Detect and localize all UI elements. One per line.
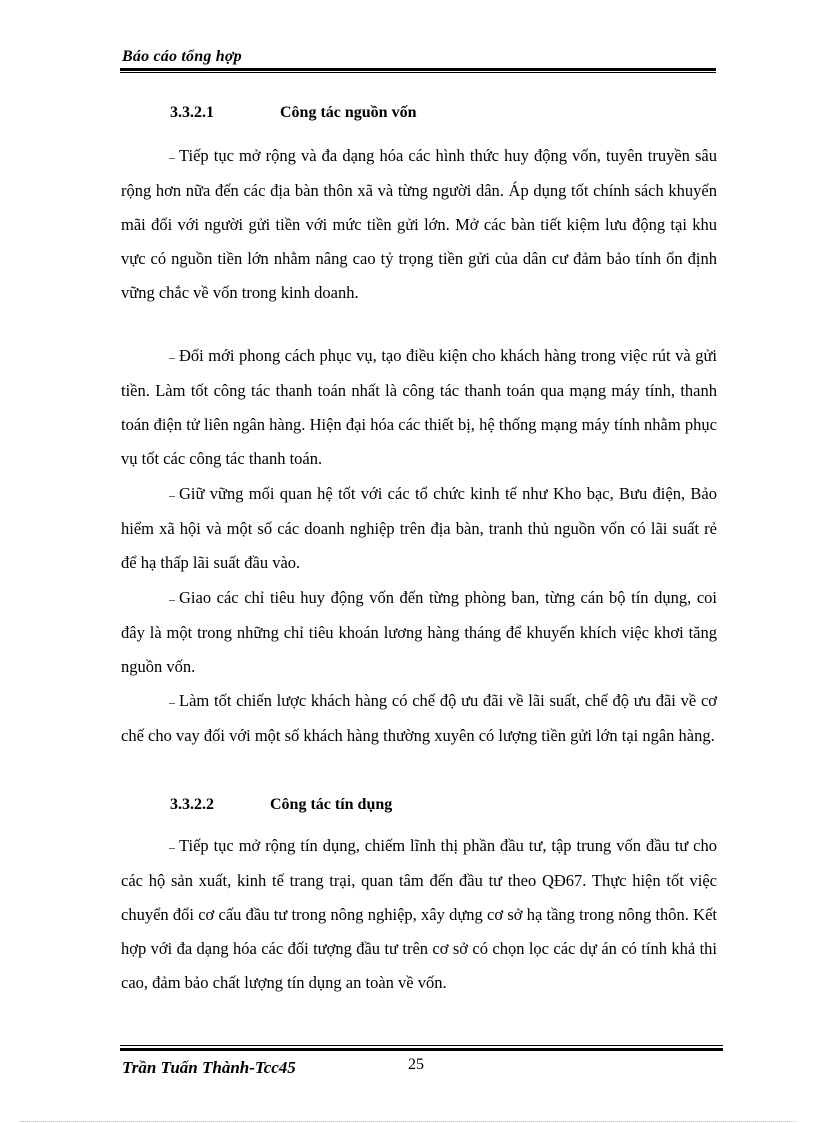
paragraph-text: Tiếp tục mở rộng tín dụng, chiếm lĩnh thị phần đầu tư, tập trung vốn đầu tư cho các hộ sản xuất, kinh tế trang trại, quan tâm đến đầu tư theo QĐ67. Thực hiện tốt việc chuyển đổi cơ cấu đầu tư trong nông nghiệp, xây dựng cơ sở hạ tầng trong nông thôn. Kết hợp với đa dạng hóa các đối tượng đầu tư trên cơ sở có chọn lọc các dự án có tính khả thi cao, đảm bảo chất lượng tín dụng an toàn về vốn.	[121, 836, 717, 992]
section-number: 3.3.2.1	[170, 104, 214, 121]
section-heading	[170, 796, 392, 814]
bullet-dash-icon: –	[169, 488, 175, 502]
paragraph	[121, 684, 717, 753]
paragraph-text: Giao các chỉ tiêu huy động vốn đến từng phòng ban, từng cán bộ tín dụng, coi đây là một trong những chỉ tiêu khoán lương hàng tháng để khuyến khích việc khơi tăng nguồn vốn.	[121, 588, 717, 676]
paragraph	[121, 139, 717, 310]
paragraph-text: Tiếp tục mở rộng và đa dạng hóa các hình thức huy động vốn, tuyên truyền sâu rộng hơn nữa đến các địa bàn thôn xã và từng người dân. Áp dụng tốt chính sách khuyến mãi đối với người gửi tiền với mức tiền gửi lớn. Mở các bàn tiết kiệm lưu động tại khu vực có nguồn tiền lớn nhằm nâng cao tỷ trọng tiền gửi của dân cư đảm bảo tính ổn định vững chắc về vốn trong kinh doanh.	[121, 146, 717, 302]
document-header-title: Báo cáo tổng hợp	[122, 48, 242, 65]
bullet-dash-icon: –	[169, 150, 175, 164]
header-rule-thick	[120, 68, 716, 71]
bullet-dash-icon: –	[169, 840, 175, 854]
page-number: 25	[408, 1056, 424, 1073]
footer-rule-thick	[120, 1048, 723, 1051]
paragraph	[121, 581, 717, 684]
bullet-dash-icon: –	[169, 695, 175, 709]
section-title: Công tác tín dụng	[270, 796, 393, 813]
paragraph-text: Làm tốt chiến lược khách hàng có chế độ ưu đãi về lãi suất, chế độ ưu đãi về cơ chế cho vay đối với một số khách hàng thường xuyên có lượng tiền gửi lớn tại ngân hàng.	[121, 691, 717, 745]
footer-author: Trần Tuấn Thành-Tcc45	[122, 1058, 296, 1077]
paragraph	[121, 339, 717, 476]
paragraph	[121, 477, 717, 580]
page-bottom-dotted-border	[20, 1121, 796, 1122]
section-title: Công tác nguồn vốn	[280, 104, 417, 121]
bullet-dash-icon: –	[169, 592, 175, 606]
bullet-dash-icon: –	[169, 350, 175, 364]
paragraph-text: Đổi mới phong cách phục vụ, tạo điều kiện cho khách hàng trong việc rút và gửi tiền. Làm tốt công tác thanh toán nhất là công tác thanh toán qua mạng máy tính, thanh toán điện tử liên ngân hàng. Hiện đại hóa các thiết bị, hệ thống mạng máy tính nhằm phục vụ tốt các công tác thanh toán.	[121, 346, 717, 468]
footer-rule-thin	[120, 1045, 723, 1046]
paragraph	[121, 829, 717, 1000]
paragraph-text: Giữ vững mối quan hệ tốt với các tổ chức kinh tế như Kho bạc, Bưu điện, Bảo hiểm xã hội và một số các doanh nghiệp trên địa bàn, tranh thủ nguồn vốn có lãi suất rẻ để hạ thấp lãi suất đầu vào.	[121, 484, 717, 572]
header-rule-thin	[120, 72, 716, 73]
section-number: 3.3.2.2	[170, 796, 214, 813]
section-heading	[170, 104, 416, 122]
